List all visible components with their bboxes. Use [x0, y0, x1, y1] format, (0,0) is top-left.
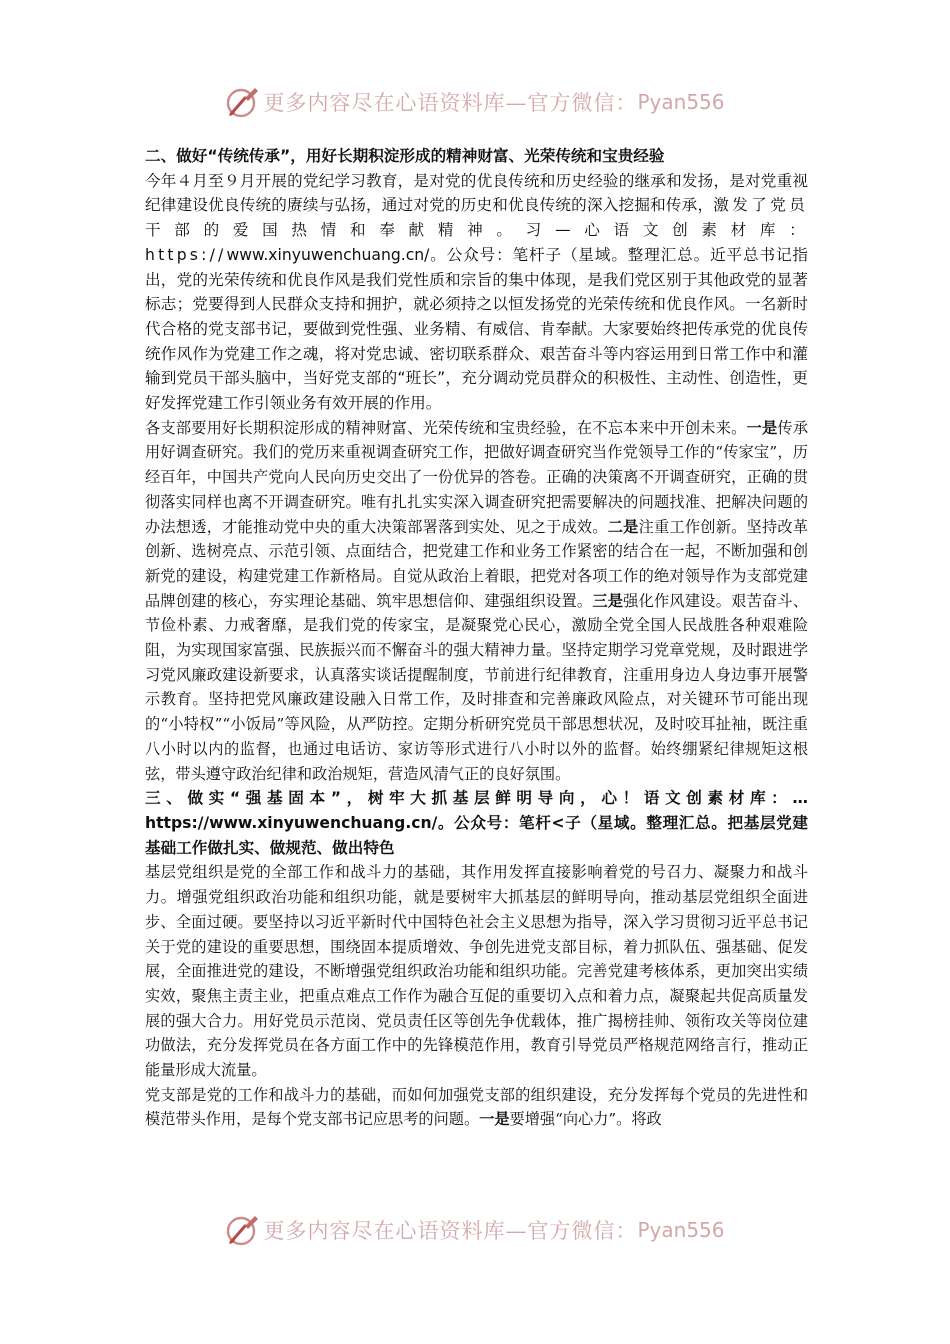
text-run: 强化作风建设。艰苦奋斗、节俭朴素、力戒奢靡，是我们党的传家宝，是凝聚党心民心，激励全党全国人民战胜各种艰难险阻，为实现国家富强、民族振兴而不懈奋斗的强大精神力量。坚持定期学习党章党规，及时跟进学习党风廉政建设新要求，认真落实谈话提醒制度，节前进行纪律教育，注重用身边人身边事开展警示教育。坚持把党风廉政建设融入日常工作，及时排查和完善廉政风险点，对关键环节可能出现的“小特权”“小饭局”等风险，从严防控。定期分析研究党员干部思想状况，及时咬耳扯袖，既注重八小时以内的监督，也通过电话访、家访等形式进行八小时以外的监督。始终绷紧纪律规矩这根弦，带头遵守政治纪律和政治规矩，营造风清气正的良好氛围。 [145, 591, 809, 783]
text-run: 传承用好调查研究。我们的党历来重视调查研究工作，把做好调查研究当作党领导工作的“传家宝”，历经百年，中国共产党向人民向历史交出了一份优异的答卷。正确的决策离不开调查研究，正确的贯彻落实同样也离不开调查研究。唯有扎扎实实深入调查研究把需要解决的问题找准、把解决问题的办法想透，才能推动党中央的重大决策部署落到实处、见之于成效。 [145, 418, 809, 536]
banner-text: 更多内容尽在心语资料库—官方微信： [263, 91, 638, 115]
text-run: 党支部是党的工作和战斗力的基础，而如何加强党支部的组织建设，充分发挥每个党员的先进性和模范带头作用，是每个党支部书记应思考的问题。 [145, 1085, 808, 1129]
text-run: 各支部要用好长期积淀形成的精神财富、光荣传统和宝贵经验，在不忘本来中开创未来。 [145, 418, 747, 437]
section-3-paragraph-1: 基层党组织是党的全部工作和战斗力的基础，其作用发挥直接影响着党的号召力、凝聚力和战斗力。增强党组织政治功能和组织功能，就是要树牢大抓基层的鲜明导向，推动基层党组织全面进步、全面过硬。要坚持以习近平新时代中国特色社会主义思想为指导，深入学习贯彻习近平总书记关于党的建设的重要思想，围绕固本提质增效、争创先进党支部目标，着力抓队伍、强基础、促发展，全面推进党的建设，不断增强党组织政治功能和组织功能。完善党建考核体系，更加突出实绩实效，聚焦主责主业，把重点难点工作作为融合互促的重要切入点和着力点，凝聚起共促高质量发展的强大合力。用好党员示范岗、党员责任区等创先争优载体，推广揭榜挂帅、领衔攻关等岗位建功做法，充分发挥党员在各方面工作中的先锋模范作用，教育引导党员严格规范网络言行，推动正能量形成大流量。 [145, 863, 808, 1080]
header-banner [0, 82, 950, 122]
lead-label: 三是 [592, 591, 624, 610]
brush-logo-icon [225, 1212, 261, 1248]
banner-wechat-id: Pyan556 [637, 1218, 725, 1242]
lead-label: 二是 [607, 517, 639, 536]
section-2-paragraph-2 [145, 416, 808, 787]
text-run: 今年４月至９月开展的党纪学习教育，是对党的优良传统和历史经验的继承和发扬，是对党重视纪律建设优良传统的赓续与弘扬，通过对党的历史和优良传统的深入挖掘和传承， [145, 171, 808, 215]
lead-label: 一是 [746, 418, 778, 437]
section-2-paragraph-1 [145, 169, 808, 416]
text-run: www.xinyuwenchuang.cn/。公众号：笔杆<子（星域。整理汇总。把基层党建基础工作做扎实、做规范、做出特色 [145, 813, 808, 857]
document-body [145, 144, 808, 1132]
section-3-heading [145, 786, 808, 860]
section-3-paragraph-2 [145, 1083, 808, 1132]
text-run: 激发了党员干部的爱国热情和奉献精神。习—心语文创素材库：https:// [145, 196, 808, 264]
lead-label: 一是 [479, 1110, 510, 1129]
section-2-heading: 二、做好“传统传承”，用好长期积淀形成的精神财富、光荣传统和宝贵经验 [145, 147, 665, 165]
banner-text: 更多内容尽在心语资料库—官方微信： [263, 1219, 638, 1243]
text-run: 三、做实“强基固本”，树牢大抓基层鲜明导向，心！语文创素材库：…https:// [145, 789, 808, 832]
text-run: 注重工作创新。坚持改革创新、选树亮点、示范引领、点面结合，把党建工作和业务工作紧密的结合在一起，不断加强和创新党的建设，构建党建工作新格局。自觉从政治上着眼，把党对各项工作的绝对领导作为支部党建品牌创建的核心，夯实理论基础、筑牢思想信仰、建强组织设置。 [145, 517, 809, 610]
banner-wechat-id: Pyan556 [637, 90, 725, 114]
brush-logo-icon [225, 84, 261, 120]
text-run: 要增强“向心力”。将政 [509, 1110, 662, 1129]
footer-banner [0, 1210, 950, 1250]
text-run: www.xinyuwenchuang.cn/。公众号：笔杆子（星域。整理汇总。近平总书记指出，党的光荣传统和优良作风是我们党性质和宗旨的集中体现，是我们党区别于其他政党的显著标志；党要得到人民群众支持和拥护，就必须持之以恒发扬党的光荣传统和优良作风。一名新时代合格的党支部书记，要做到党性强、业务精、有威信、肯奉献。大家要始终把传承党的优良传统作风作为党建工作之魂，将对党忠诚、密切联系群众、艰苦奋斗等内容运用到日常工作中和灌输到党员干部头脑中，当好党支部的“班长”，充分调动党员群众的积极性、主动性、创造性，更好发挥党建工作引领业务有效开展的作用。 [145, 245, 808, 413]
